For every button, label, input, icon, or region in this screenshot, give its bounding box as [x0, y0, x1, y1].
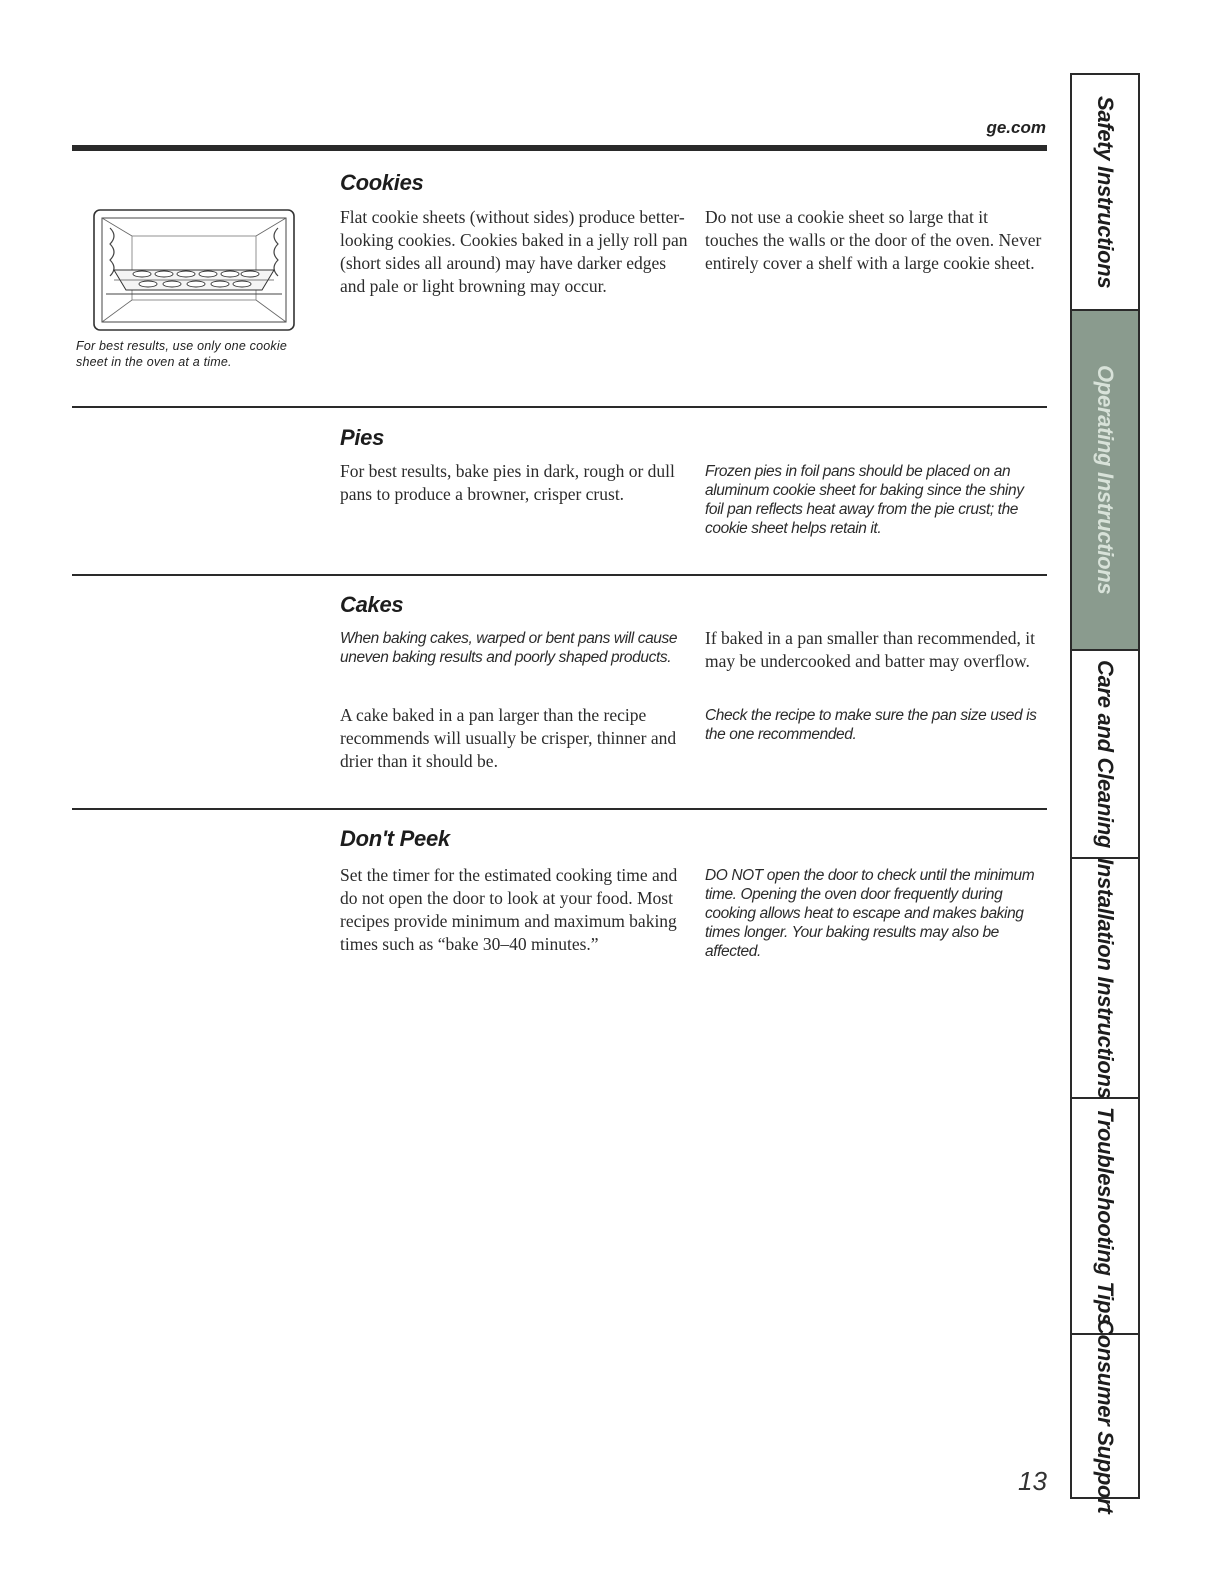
pies-heading: Pies: [340, 425, 385, 450]
top-rule: [72, 145, 1047, 151]
oven-illustration: [92, 208, 296, 337]
section-tabs: [1070, 73, 1140, 1514]
tab-label: Safety Instructions: [1093, 95, 1118, 289]
tab-consumer-support[interactable]: [1072, 1318, 1138, 1514]
cookies-text-right: Do not use a cookie sheet so large that it touches the walls or the door of the oven. Never entirely cover a shelf with a large cookie sheet.: [705, 207, 1042, 273]
tab-label: Operating Instructions: [1093, 365, 1118, 595]
tab-operating-instructions[interactable]: [1072, 311, 1138, 651]
peek-text-left: Set the timer for the estimated cooking time and do not open the door to look at your food. Most recipes provide minimum and maximum baking times such as “bake 30–40 minutes.”: [340, 865, 678, 954]
cakes-note-right: Check the recipe to make sure the pan size used is the one recommended.: [705, 707, 1037, 743]
pies-note-right: Frozen pies in foil pans should be placed on an aluminum cookie sheet for baking since the shiny foil pan reflects heat away from the pie crust; the cookie sheet helps retain it.: [705, 463, 1024, 537]
tab-safety-instructions[interactable]: [1072, 75, 1138, 311]
divider-pies: [72, 406, 1047, 408]
divider-cakes: [72, 574, 1047, 576]
site-url: ge.com: [986, 118, 1046, 137]
cakes-note-left: When baking cakes, warped or bent pans will cause uneven baking results and poorly shaped products.: [340, 630, 678, 666]
tab-label: Installation Instructions: [1093, 857, 1118, 1099]
cookies-text-left: Flat cookie sheets (without sides) produce better-looking cookies. Cookies baked in a jelly roll pan (short sides all around) may have darker edges and pale or light browning may occur.: [340, 207, 688, 296]
cakes-text-left: A cake baked in a pan larger than the recipe recommends will usually be crisper, thinner and drier than it should be.: [340, 705, 677, 771]
peek-note-right: DO NOT open the door to check until the minimum time. Opening the oven door frequently during cooking allows heat to escape and makes baking times longer. Your baking results may also be affected.: [705, 867, 1035, 960]
peek-heading: Don't Peek: [340, 826, 450, 851]
tab-care-and-cleaning[interactable]: [1072, 651, 1138, 859]
page-number: 13: [1018, 1466, 1047, 1496]
tab-label: Care and Cleaning: [1093, 659, 1118, 849]
tab-installation-instructions[interactable]: [1072, 859, 1138, 1099]
cakes-heading: Cakes: [340, 592, 404, 617]
cakes-text-right: If baked in a pan smaller than recommended, it may be undercooked and batter may overflow.: [705, 628, 1035, 671]
divider-peek: [72, 808, 1047, 810]
tab-troubleshooting-tips[interactable]: [1072, 1099, 1138, 1335]
pies-text-left: For best results, bake pies in dark, rough or dull pans to produce a browner, crisper crust.: [340, 461, 675, 504]
cookies-caption: For best results, use only one cookie sheet in the oven at a time.: [76, 339, 287, 369]
tab-label: Troubleshooting Tips: [1093, 1106, 1118, 1326]
tab-label: Consumer Support: [1093, 1318, 1118, 1514]
cookies-heading: Cookies: [340, 170, 424, 195]
